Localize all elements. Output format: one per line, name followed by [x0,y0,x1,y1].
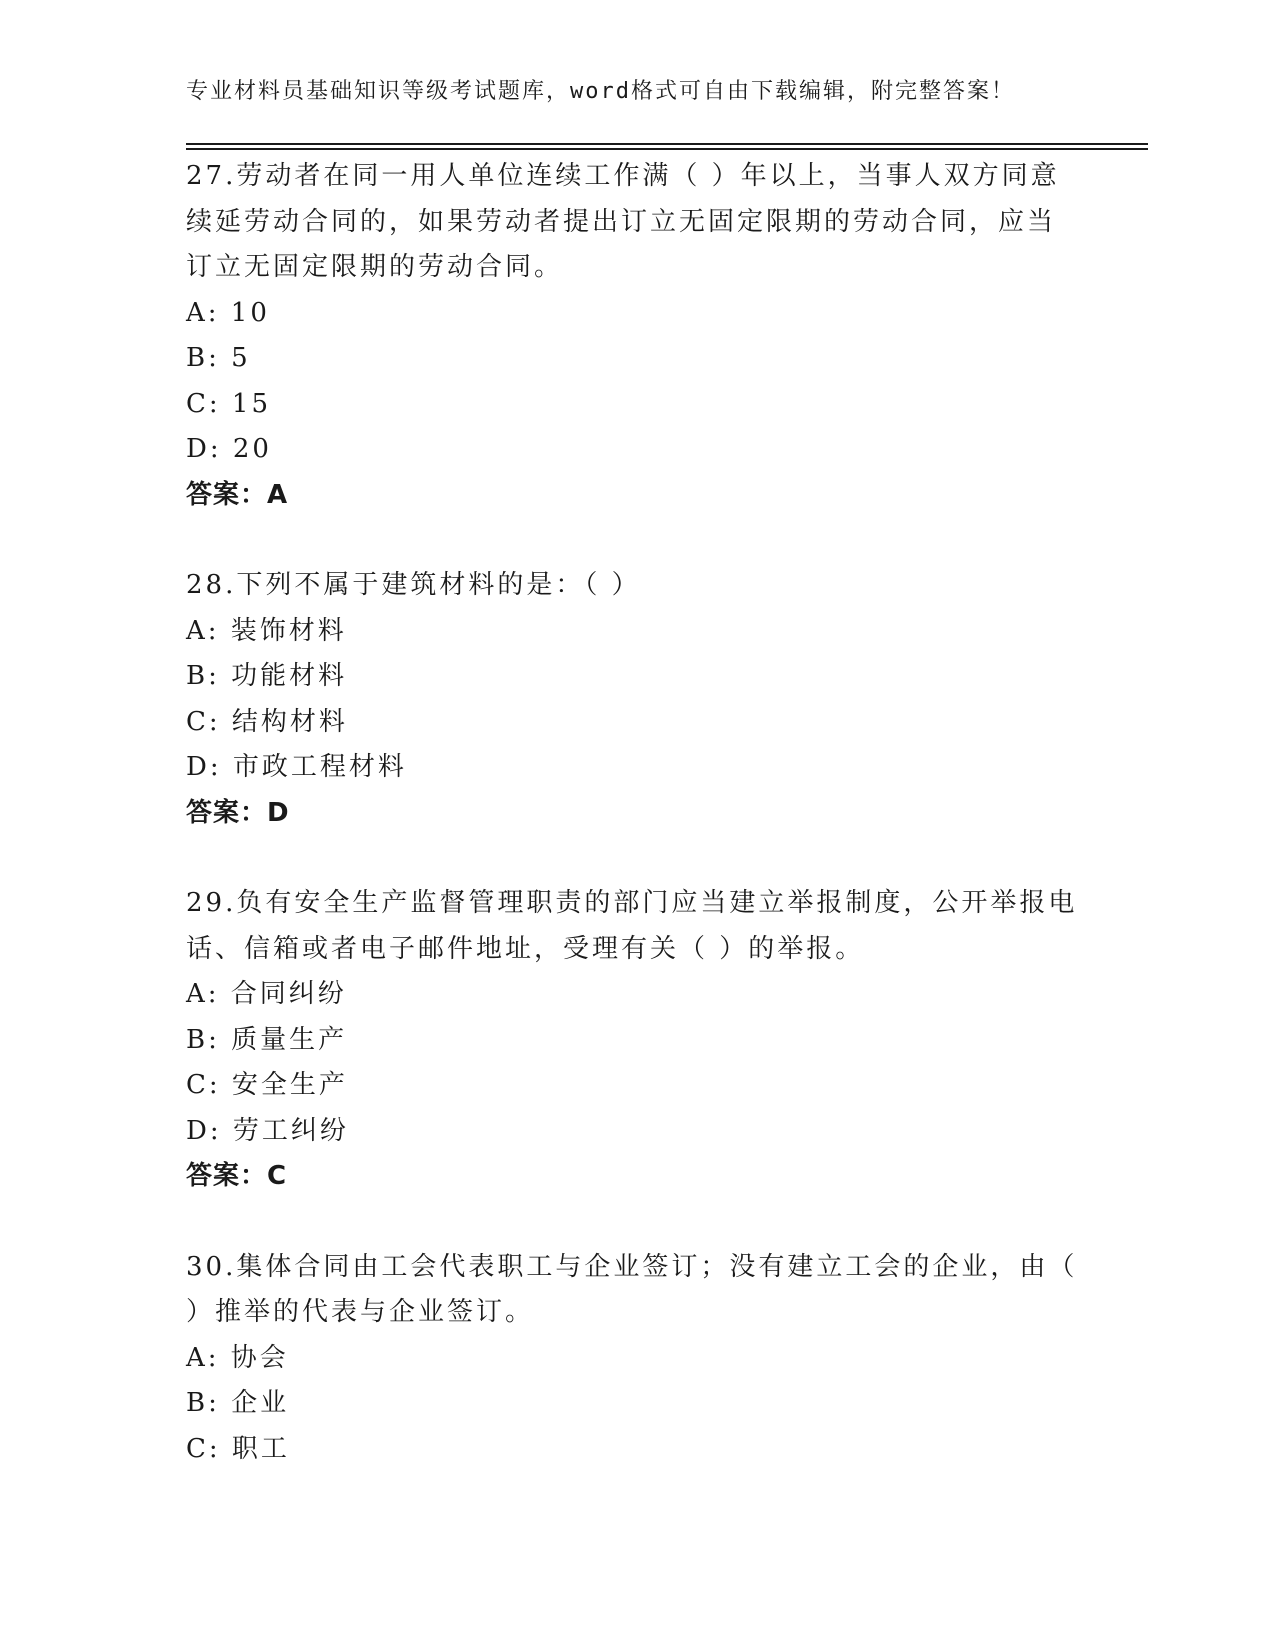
answer: 答案：C [186,1161,288,1191]
option-c: C: 15 [186,388,272,419]
header-rule-bottom [186,148,1148,150]
option-c: C: 安全生产 [186,1070,348,1100]
option-b: B: 功能材料 [186,661,348,691]
spacer [186,836,1086,881]
spacer [186,518,1086,563]
option-a: A: 装饰材料 [186,615,347,646]
option-a: A: 10 [186,297,270,328]
question-list [186,154,1086,1472]
question-text: 30.集体合同由工会代表职工与企业签订；没有建立工会的企业，由（ [186,1251,1078,1282]
option-c: C: 结构材料 [186,706,348,737]
option-b: B: 企业 [186,1388,290,1418]
question-text: 28.下列不属于建筑材料的是：（ ） [186,570,641,600]
question-text: 话、信箱或者电子邮件地址，受理有关（ ）的举报。 [186,933,865,964]
option-b: B: 5 [186,343,251,373]
option-d: D: 劳工纠纷 [186,1115,349,1146]
question-text: ）推举的代表与企业签订。 [186,1297,535,1327]
question-text: 29.负有安全生产监督管理职责的部门应当建立举报制度，公开举报电 [186,888,1078,918]
question-text: 订立无固定限期的劳动合同。 [186,252,564,282]
spacer [186,1200,1086,1245]
question-29 [186,881,1086,1200]
page-header: 专业材料员基础知识等级考试题库，word格式可自由下载编辑，附完整答案！ [186,79,1015,104]
header-rule-top [186,143,1148,145]
question-30 [186,1245,1086,1473]
option-a: A: 协会 [186,1342,289,1373]
answer: 答案：A [186,479,289,510]
answer: 答案：D [186,797,290,828]
option-d: D: 20 [186,434,272,464]
question-text: 27.劳动者在同一用人单位连续工作满（ ）年以上，当事人双方同意 [186,161,1060,191]
option-b: B: 质量生产 [186,1024,348,1055]
question-28 [186,563,1086,836]
question-27 [186,154,1086,518]
question-text: 续延劳动合同的，如果劳动者提出订立无固定限期的劳动合同，应当 [186,206,1057,237]
option-a: A: 合同纠纷 [186,979,347,1009]
option-c: C: 职工 [186,1433,290,1464]
option-d: D: 市政工程材料 [186,752,407,782]
